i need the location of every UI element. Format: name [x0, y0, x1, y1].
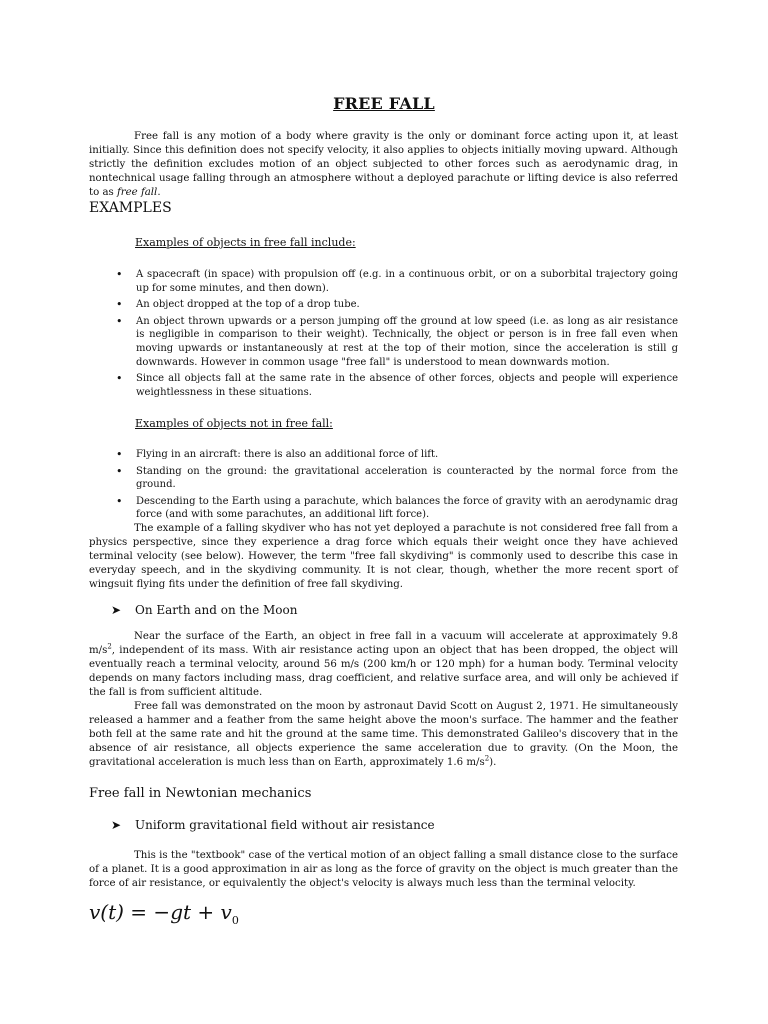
textbook-paragraph: [89, 849, 678, 891]
skydiver-text: The example of a falling skydiver who has not yet deployed a parachute is not considered free fall from a physics perspective, since they experience a drag force which equals their weight once they have achieved terminal velocity (see below). However, the term "free fall skydiving" is commonly used to describe this case in everyday speech, and in the skydiving community. It is not clear, though, whether the more recent sport of wingsuit flying fits under the definition of free fall skydiving.: [89, 523, 678, 590]
arrow-bullet-icon: ➤: [111, 603, 122, 617]
earth-paragraph: [89, 630, 678, 700]
list-item: [89, 495, 678, 522]
page-title: FREE FALL: [333, 94, 435, 113]
formula-v: v: [220, 900, 232, 924]
formula-equals: = −: [123, 900, 171, 924]
moon-text-end: ).: [489, 757, 497, 768]
list-item-text: Flying in an aircraft: there is also an additional force of lift.: [136, 449, 439, 460]
uniform-field-heading: [111, 818, 435, 832]
intro-text-end: .: [157, 187, 161, 198]
in-free-fall-list: [89, 268, 678, 402]
bullet-icon: •: [116, 298, 123, 312]
velocity-formula: [89, 900, 239, 927]
list-item: [89, 448, 678, 462]
bullet-icon: •: [116, 372, 123, 386]
list-item-text: Since all objects fall at the same rate in the absence of other forces, objects and people will experience weightlessness in these situations.: [136, 373, 678, 398]
skydiver-paragraph: [89, 522, 678, 592]
intro-text: Free fall is any motion of a body where gravity is the only or dominant force acting upon it, at least initially. Since this definition does not specify velocity, it also applies to objects initially moving upward. Although strictly the definition excludes motion of an object subjected to other forces such as aerodynamic drag, in nontechnical usage falling through an atmosphere without a deployed parachute or lifting device is also referred to as: [89, 131, 678, 198]
uniform-field-heading-text: Uniform gravitational field without air resistance: [135, 818, 435, 832]
bullet-icon: •: [116, 448, 123, 461]
not-in-free-fall-heading: Examples of objects not in free fall:: [135, 417, 333, 430]
list-item: [89, 298, 678, 312]
superscript: 2: [484, 754, 490, 763]
bullet-icon: •: [116, 314, 123, 328]
superscript: 2: [107, 642, 112, 651]
newtonian-heading: Free fall in Newtonian mechanics: [89, 786, 312, 801]
formula-term: gt: [170, 900, 192, 924]
not-in-free-fall-list: [89, 448, 678, 525]
moon-paragraph: [89, 700, 678, 770]
list-item-text: An object dropped at the top of a drop tube.: [136, 299, 360, 311]
formula-subscript: 0: [231, 914, 239, 927]
list-item-text: Descending to the Earth using a parachute, which balances the force of gravity with an aerodynamic drag force (and with some parachutes, an additional lift force).: [136, 495, 678, 521]
list-item: [89, 372, 678, 399]
earth-text-cont: , independent of its mass. With air resistance acting upon an object that has been dropped, the object will eventually reach a terminal velocity, around 56 m/s (200 km/h or 120 mph) for a human body. Terminal velocity depends on many factors including mass, drag coefficient, and relative surface area, and will only be achieved if the fall is from sufficient altitude.: [89, 645, 678, 698]
textbook-text: This is the "textbook" case of the vertical motion of an object falling a small distance close to the surface of a planet. It is a good approximation in air as long as the force of gravity on the object is much greater than the force of air resistance, or equivalently the object's velocity is always much less than the terminal velocity.: [89, 850, 678, 889]
intro-paragraph: [89, 130, 678, 200]
list-item-text: A spacecraft (in space) with propulsion off (e.g. in a continuous orbit, or on a suborbital trajectory going up for some minutes, and then down).: [136, 269, 678, 294]
earth-text: Near the surface of the Earth, an object in free fall in a vacuum will accelerate at approximately 9.8 m/s: [89, 631, 678, 656]
bullet-icon: •: [116, 464, 123, 478]
list-item-text: Standing on the ground: the gravitational acceleration is counteracted by the normal force from the ground.: [136, 465, 678, 491]
moon-text: Free fall was demonstrated on the moon by astronaut David Scott on August 2, 1971. He simultaneously released a hammer and a feather from the same height above the moon's surface. The hammer and the feather both fell at the same rate and hit the ground at the same time. This demonstrated Galileo's discovery that in the absence of air resistance, all objects experience the same acceleration due to gravity. (On the Moon, the gravitational acceleration is much less than on Earth, approximately 1.6 m/s: [89, 701, 678, 768]
examples-heading: EXAMPLES: [89, 200, 172, 216]
list-item: [89, 268, 678, 295]
list-item: [89, 465, 678, 492]
list-item-text: An object thrown upwards or a person jumping off the ground at low speed (i.e. as long as air resistance is negligible in comparison to their weight). Technically, the object or person is in free fall even when moving upwards or instantaneously at rest at the top of their motion, since the acceleration is still g downwards. However in common usage "free fall" is understood to mean downwards motion.: [136, 315, 678, 368]
bullet-icon: •: [116, 494, 123, 508]
arrow-bullet-icon: ➤: [111, 818, 122, 832]
earth-moon-heading: [111, 603, 297, 617]
formula-lhs: v(t): [89, 900, 124, 924]
list-item: [89, 315, 678, 369]
earth-moon-heading-text: On Earth and on the Moon: [135, 603, 298, 617]
bullet-icon: •: [116, 268, 123, 281]
formula-plus: +: [191, 900, 221, 924]
in-free-fall-heading: Examples of objects in free fall include:: [135, 236, 356, 249]
intro-italic-term: free fall: [117, 187, 158, 198]
